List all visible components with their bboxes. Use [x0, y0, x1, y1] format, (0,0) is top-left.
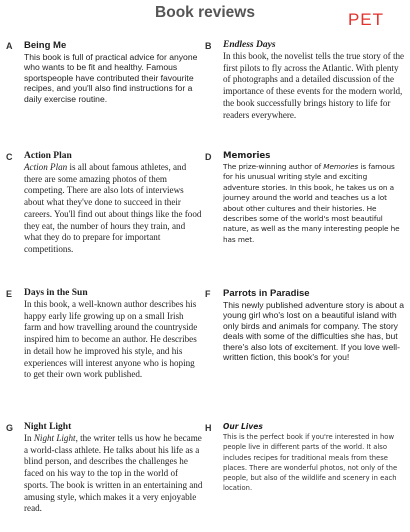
review-title: Parrots in Paradise: [223, 288, 310, 299]
review-title: Memories: [223, 151, 271, 161]
review-letter: A: [6, 41, 13, 51]
review-title: Night Light: [24, 422, 72, 432]
review-letter: B: [205, 41, 212, 51]
exam-tag: PET: [347, 10, 384, 29]
review-text: This newly published adventure story is about a young girl who's lost on a beautiful island with only birds and animals for company. The story deals with some of the difficulties she has, but there's also lots of excitement. If you love well-written fiction, this book's for you!: [223, 300, 405, 363]
review-letter: E: [6, 289, 13, 299]
review-title: Action Plan: [24, 151, 72, 161]
review-letter: D: [205, 152, 212, 162]
book-title-ref: Action Plan: [24, 162, 68, 172]
review-e: [6, 288, 203, 381]
review-f: [205, 288, 405, 362]
review-c: [6, 151, 203, 256]
review-title: Being Me: [24, 40, 67, 51]
review-text: This book is full of practical advice for anyone who wants to be fit and healthy. Famous sportspeople have contributed their favourite recipes, and you'll also find instructions for a daily exercise routine.: [24, 52, 198, 104]
review-letter: G: [6, 423, 14, 433]
review-text: This is the perfect book if you're interested in how people live in different parts of the world. It also includes recipes for traditional meals from these places. There are wonderful photos, not only of the people, but also of the wildlife and scenery in each location.: [223, 433, 398, 493]
review-text: , the writer tells us how he became a world-class athlete. He talks about his life as a blind person, and describes the challenges he faced on his way to the top in the world of sports. The book is written in an entertaining and amusing style, which makes it a very enjoyable read.: [24, 433, 203, 514]
review-a: [6, 40, 201, 104]
review-d: [205, 151, 405, 245]
book-title-ref: Memories: [323, 162, 359, 171]
review-letter: F: [205, 289, 211, 299]
review-title: Our Lives: [223, 422, 263, 431]
review-text: is all about famous athletes, and there are some amazing photos of them competing. There are also lots of interviews about what they've done to succeed in their careers. You'll find out about things like the food they eat, the number of hours they train, and what they do to prepare for important competitions.: [24, 162, 202, 254]
review-title: Endless Days: [223, 40, 276, 50]
review-letter: C: [6, 152, 13, 162]
book-title-ref: Night Light: [33, 433, 76, 443]
review-text-lead: In: [24, 433, 34, 443]
review-b: [205, 40, 405, 121]
review-text: is famous for his unusual writing style and exciting adventure stories. In this book, he takes us on a journey around the world and teaches us a lot about other cultures and their histories. He describes some of the world's most beautiful nature, as well as the many interesting people he has met.: [223, 162, 400, 244]
review-g: [6, 422, 203, 515]
review-text: In this book, a well-known author describes his happy early life growing up on a small Irish farm and how travelling around the countryside inspired him to become an author. He describes in detail how he improved his style, and his experiences will interest anyone who is hoping to get their own work published.: [24, 299, 198, 380]
page-title: Book reviews: [155, 4, 255, 21]
review-title: Days in the Sun: [24, 288, 88, 298]
review-letter: H: [205, 423, 212, 433]
review-text: In this book, the novelist tells the true story of the first pilots to fly across the Atlantic. With plenty of photographs and a detailed discussion of the importance of these events for the modern world, the book successfully brings history to life for readers everywhere.: [223, 51, 405, 120]
review-text-lead: The prize-winning author of: [223, 162, 324, 171]
review-h: [205, 422, 405, 494]
